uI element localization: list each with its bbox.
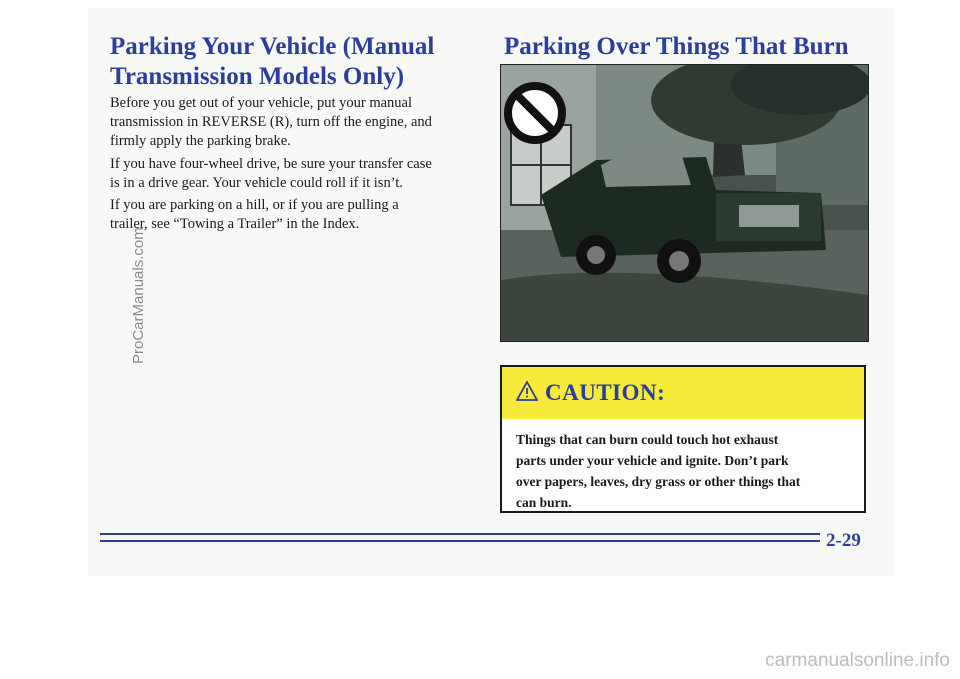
text-line: parts under your vehicle and ignite. Don’t park [516, 453, 789, 468]
text-line: If you are parking on a hill, or if you are pulling a [110, 197, 399, 213]
section-title-things-that-burn: Parking Over Things That Burn [504, 33, 849, 60]
text-line: Before you get out of your vehicle, put your manual [110, 95, 413, 111]
section-title-parking-manual [110, 32, 434, 92]
caution-text [516, 429, 861, 513]
text-line: firmly apply the parking brake. [110, 133, 291, 149]
caution-header [502, 367, 864, 419]
footer-watermark: carmanualsonline.info [765, 650, 950, 671]
title-line-2: Transmission Models Only) [110, 63, 405, 90]
text-line: can burn. [516, 495, 572, 510]
text-line: transmission in REVERSE (R), turn off the engine, and [110, 114, 432, 130]
text-line: If you have four-wheel drive, be sure your transfer case [110, 156, 432, 172]
footer-rule-top [100, 533, 820, 535]
text-line: is in a drive gear. Your vehicle could roll if it isn’t. [110, 175, 403, 191]
warning-triangle-icon [516, 381, 538, 401]
title-line-1: Parking Your Vehicle (Manual [110, 33, 435, 60]
paragraph-manual-reverse [110, 94, 470, 151]
page-number: 2-29 [826, 530, 861, 551]
side-watermark: ProCarManuals.com [130, 227, 147, 364]
caution-box [500, 365, 866, 513]
footer-rule-bottom [100, 540, 820, 542]
truck-illustration [501, 65, 868, 341]
text-line: trailer, see “Towing a Trailer” in the Index. [110, 216, 360, 232]
truck-parked-over-leaves-photo [500, 64, 869, 342]
paragraph-four-wheel-drive [110, 155, 470, 193]
text-line: Things that can burn could touch hot exhaust [516, 432, 779, 447]
caution-label: CAUTION: [545, 380, 666, 405]
paragraph-hill-trailer [110, 196, 470, 234]
text-line: over papers, leaves, dry grass or other things that [516, 474, 801, 489]
